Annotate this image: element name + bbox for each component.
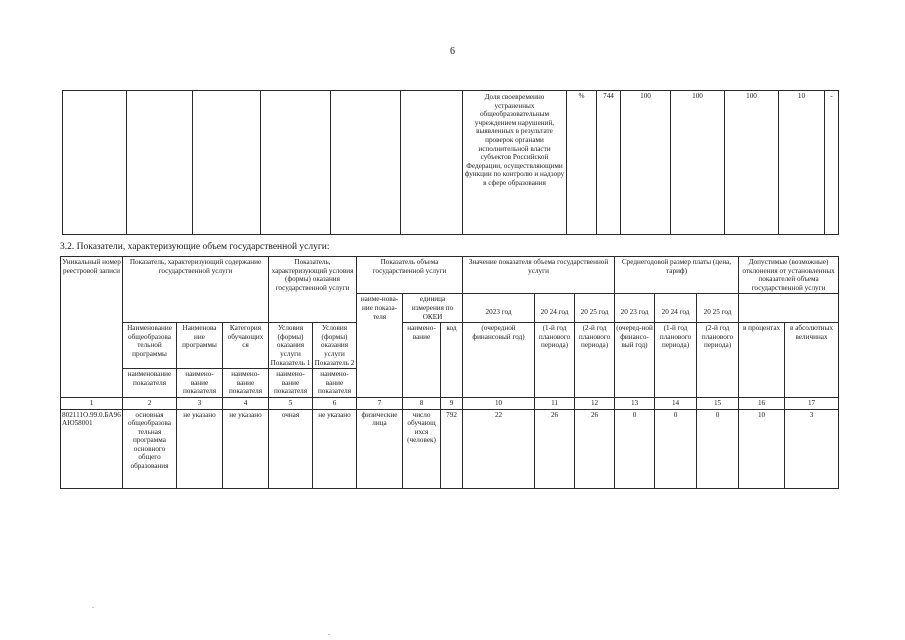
- program-subheader: Наименова ние программы: [177, 323, 223, 369]
- category-cell: не указано: [223, 409, 269, 488]
- program-kind-cell: не указано: [177, 409, 223, 488]
- page-number: 6: [450, 46, 455, 57]
- deviation-absolute-cell: 3: [785, 409, 839, 488]
- pay-2025-sub: (2-й год планового периода): [697, 323, 739, 398]
- value-2025-cell: 26: [575, 409, 615, 488]
- volume-value-header: Значение показателя объема государственной услуги: [463, 257, 615, 294]
- scan-speck: .: [328, 628, 330, 637]
- unit-name-cell: число обучающ ихся (человек): [403, 409, 441, 488]
- empty-cell: [127, 91, 193, 235]
- column-number: 2: [123, 397, 177, 409]
- allowed-deviation-header: Допустимые (возможные) отклонения от установленных показателей объема государственной услуги: [739, 257, 839, 294]
- deviation-spacer: [739, 294, 839, 323]
- pay-2024-sub: (1-й год планового периода): [655, 323, 697, 398]
- empty-cell: [331, 91, 401, 235]
- indicator-name-header: наиме-нова-ние показа-теля: [357, 294, 403, 398]
- indicator-cell: физические лица: [357, 409, 403, 488]
- column-number: 1: [61, 397, 123, 409]
- pay-2024-header: 20 24 год: [655, 294, 697, 323]
- volume-indicators-table: [60, 256, 839, 489]
- column-number-row: [61, 397, 839, 409]
- table-row: [63, 91, 839, 235]
- column-number: 16: [739, 397, 785, 409]
- unit-name-subheader: наимено-вание: [403, 323, 441, 398]
- column-number: 17: [785, 397, 839, 409]
- program-name-subheader: Наименование общеобразова тельной программы: [123, 323, 177, 369]
- column-number: 3: [177, 397, 223, 409]
- avg-payment-header: Среднегодовой размер платы (цена, тариф): [615, 257, 739, 294]
- empty-cell: [193, 91, 261, 235]
- value-2025-cell: 100: [725, 91, 779, 235]
- scan-speck: .: [92, 601, 94, 610]
- quality-indicators-table-continuation: [62, 90, 839, 235]
- value-2024-cell: 100: [671, 91, 725, 235]
- indicator-name: Доля своевременно устраненных общеобразовательным учреждением нарушений, выявленных в результате проверок органами исполнительной власти субъектов Российской Федерации, осуществляющими функции по контролю и надзору в сфере образования: [463, 91, 567, 235]
- deviation-absolute-cell: -: [825, 91, 839, 235]
- column-number: 8: [403, 397, 441, 409]
- deviation-percent-header: в процентах: [739, 323, 785, 398]
- empty-cell: [401, 91, 463, 235]
- deviation-absolute-header: в абсолютных величинах: [785, 323, 839, 398]
- value-2024-cell: 26: [535, 409, 575, 488]
- table-header-row: [61, 323, 839, 369]
- year-2023-header: 2023 год: [463, 294, 535, 323]
- unit-code-cell: 792: [441, 409, 463, 488]
- column-number: 14: [655, 397, 697, 409]
- payment-2025-cell: 0: [697, 409, 739, 488]
- column-number: 13: [615, 397, 655, 409]
- category-subheader: Категория обучающих ся: [223, 323, 269, 369]
- column-number: 7: [357, 397, 403, 409]
- column-number: 15: [697, 397, 739, 409]
- year-2024-header: 20 24 год: [535, 294, 575, 323]
- payment-2024-cell: 0: [655, 409, 697, 488]
- pay-2023-header: 20 23 год: [615, 294, 655, 323]
- indicator-label: наимено-вание показателя: [269, 369, 313, 398]
- column-number: 12: [575, 397, 615, 409]
- unit-cell: %: [567, 91, 597, 235]
- year-2023-sub: (очередной финансовый год): [463, 323, 535, 398]
- section-heading: 3.2. Показатели, характеризующие объем государственной услуги:: [60, 242, 330, 252]
- empty-cell: [261, 91, 331, 235]
- condition1-subheader: Условия (формы) оказания услуги Показатель 1: [269, 323, 313, 369]
- empty-cell: [63, 91, 127, 235]
- condition2-subheader: Условия (формы) оказания услуги Показатель 2: [313, 323, 357, 369]
- volume-indicator-header: Показатель объема государственной услуги: [357, 257, 463, 294]
- pay-2025-header: 20 25 год: [697, 294, 739, 323]
- column-number: 11: [535, 397, 575, 409]
- year-2025-sub: (2-й год планового периода): [575, 323, 615, 398]
- table-header-row: [61, 257, 839, 294]
- unit-code-subheader: код: [441, 323, 463, 398]
- registry-number-cell: 802111О.99.0.БА96АЮ58001: [61, 409, 123, 488]
- condition-indicator-header: Показатель, характеризующий условия (формы) оказания государственной услуги: [269, 257, 357, 323]
- column-number: 9: [441, 397, 463, 409]
- indicator-label: наимено-вание показателя: [177, 369, 223, 398]
- payment-2023-cell: 0: [615, 409, 655, 488]
- value-2023-cell: 22: [463, 409, 535, 488]
- form-cell: очная: [269, 409, 313, 488]
- column-number: 6: [313, 397, 357, 409]
- condition2-cell: не указано: [313, 409, 357, 488]
- indicator-label: наимено-вание показателя: [313, 369, 357, 398]
- column-number: 10: [463, 397, 535, 409]
- column-number: 4: [223, 397, 269, 409]
- column-number: 5: [269, 397, 313, 409]
- table-row: [61, 409, 839, 488]
- indicator-label: наименование показателя: [123, 369, 177, 398]
- okei-cell: 744: [597, 91, 621, 235]
- content-indicator-header: Показатель, характеризующий содержание государственной услуги: [123, 257, 269, 323]
- year-2025-header: 20 25 год: [575, 294, 615, 323]
- pay-2023-sub: (очеред-ной финансо-вый год): [615, 323, 655, 398]
- deviation-percent-cell: 10: [779, 91, 825, 235]
- unit-okei-header: единица измерения по ОКЕИ: [403, 294, 463, 323]
- year-2024-sub: (1-й год планового периода): [535, 323, 575, 398]
- program-cell: основная общеобразова тельная программа основного общего образования: [123, 409, 177, 488]
- registry-number-header: Уникальный номер реестровой записи: [61, 257, 123, 398]
- deviation-percent-cell: 10: [739, 409, 785, 488]
- value-2023-cell: 100: [621, 91, 671, 235]
- indicator-label: наимено-вание показателя: [223, 369, 269, 398]
